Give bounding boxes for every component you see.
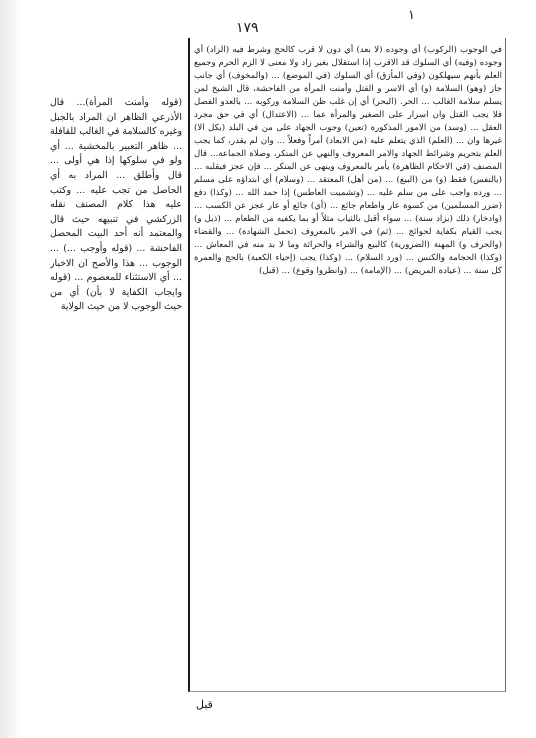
catchword: قبل bbox=[196, 698, 213, 711]
main-text-paragraph: في الوجوب (الركوب) أي وجوده (لا بعد) أي دون لا قرب كالحج وشرط فيه (الزاد) أي وجوده (وفيه) أي السلوك قد الاقرب إذا استقلال بغير زاد ولا معنى لا الزم الحرم وجميع العلم بأنهم سيهلكون (وفي المأزق) أي السلوك (في الموضع) ... (والمخوف) أي جانب جاز (وهو) السلامة (و) أي الاسر و القتل وأمنت المرأة من الفاحشة، قال الشيخ لمن يسلم سلامة الغالب ... الحر. (البحر) أي إن غلب ظن السلامة وركوبه ... بالعدو الفصل فلا يجب القتل وان اسرار على الصغير والمرأة عما ... (الاعتدال) أي في حق مجرد العقل ... (وسد) من الامور المذكورة (تعين) وجوب الجهاد على من في البلد (بكل الا) غيرها وان ... (العلم) الذي يتعلم عليه (من الابعاد) أمراً وفعلاً ... وان لم يقدر، كما يجب العلم بتحريم وشرائط الجهاد والامر المعروف والنهي عن المنكر، وصلاة الجماعة... قال المصنف (في الاحكام الظاهرة) يأمر بالمعروف وينهى عن المنكر ... فإن عجز فيقلبه ... (بالنفس) فقط (و) من (البيع) ... (من أهل) المعتقد ... (وسلام) أي ابتداؤه على مسلم ... ورده واجب على من سلم عليه ... (وتشميت العاطس) إذا حمد الله ... (وكذا) دفع (ضرر المسلمين) من كسوة عار واطعام جائع ... (أي) جائع أو عار عجز عن الكسب ... (وادخار) ذلك (بزاد سنة) ... سواء أقبل بالثياب مثلاً أو بما يكفيه من الطعام ... (ذيل و) يجب القيام بكفاية لحوائج ... (ثم) في الامر بالمعروف (تحمل الشهادة) ... والقضاء (والحرف و) المهنة (الضرورية) كالبيع والشراء والحراثة وما لا بد منه في المعاش ... (وكذا) الحجامة والكنس ... (ورد السلام) ... (وكذا) يجب (إحياء الكعبة) بالحج والعمرة كل سنة ... (عيادة المريض) ... (الإمامة) ... (وانظروا وقوع) ... (قبل) bbox=[194, 45, 502, 276]
page-binding-shadow bbox=[0, 0, 22, 738]
page-number: ١٧٩ bbox=[236, 20, 259, 36]
corner-mark: ١ bbox=[408, 8, 415, 23]
main-text-body bbox=[194, 44, 502, 690]
margin-gloss-paragraph: (قوله وأمنت المرأة)... قال الأذرعي الظاهر ان المراد بالجبل وغيره كالسلامة في الغالب للقافلة ... ظاهر التعبير بالمخشية ... أي ولو في سلوكها إذا هي أولى ... قال وأطلق ... المراد به أي الحاصل من تجب عليه ... وكتب عليه هذا كلام المصنف نقله الزركشي في تنبيهه حيث قال والمعتمد أنه أحد البيت المحصل الفاحشة ... (قوله وأوجب ...) ... الوجوب ... هذا والأصح ان الاخبار ... أي الاستثناء للمعصوم ... (قوله وايجاب الكفاية لا بأن) أي من حيث الوجوب لا من حيث الولاية bbox=[50, 97, 182, 313]
margin-gloss bbox=[50, 96, 182, 386]
